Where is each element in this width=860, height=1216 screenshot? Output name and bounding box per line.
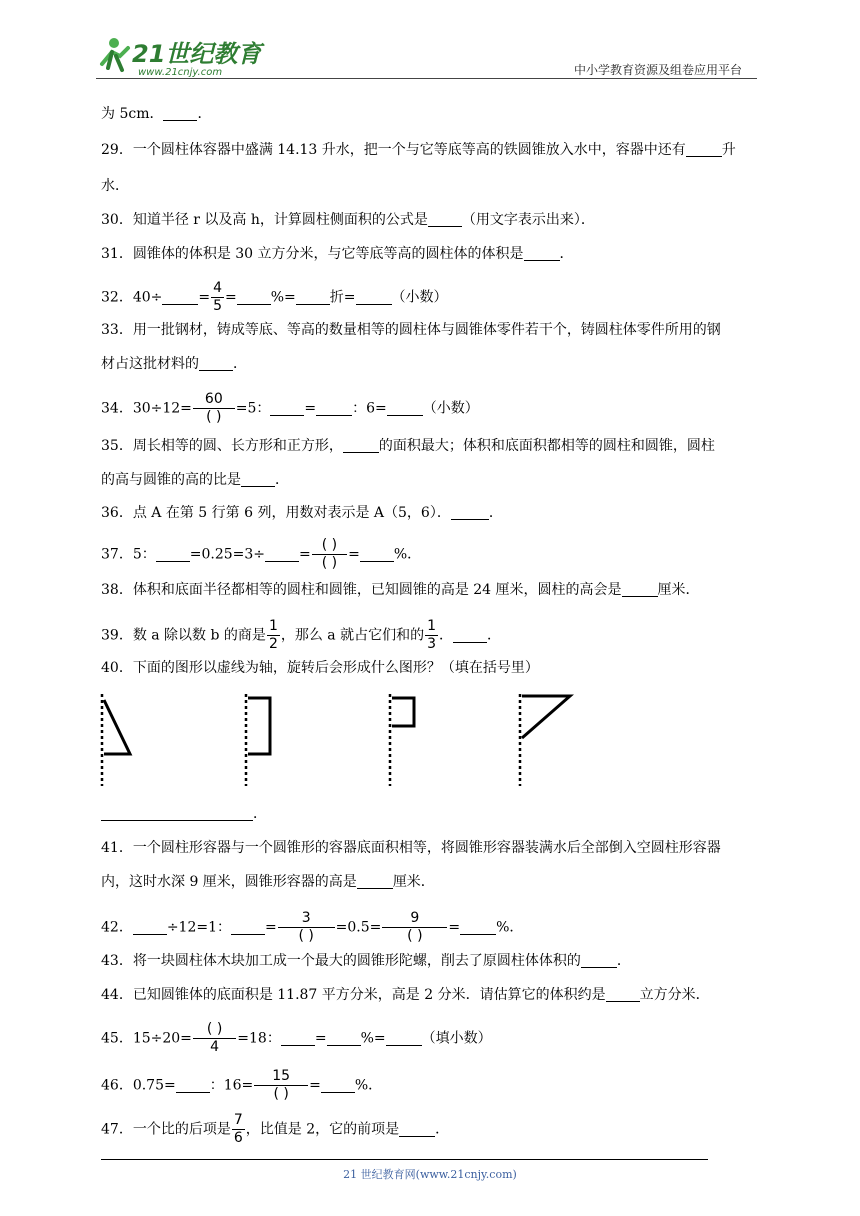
answer-blank bbox=[343, 438, 379, 453]
answer-blank bbox=[237, 290, 271, 305]
answer-blank bbox=[453, 628, 487, 643]
answer-blank bbox=[241, 472, 275, 487]
svg-text:www.21cnjy.com: www.21cnjy.com bbox=[138, 67, 223, 78]
answer-blank bbox=[428, 212, 462, 227]
fraction: $\frac{1}{2}$ bbox=[268, 618, 278, 652]
figure-tall-rectangle bbox=[238, 690, 278, 790]
fraction: $\frac{( )}{4}$ bbox=[193, 1021, 236, 1056]
fraction: $\frac{9}{( )}$ bbox=[382, 910, 447, 945]
answer-blank bbox=[399, 1122, 435, 1137]
figure-square bbox=[382, 690, 422, 790]
answer-blank bbox=[451, 505, 489, 520]
question-34: 34．30÷12= $\frac{60}{( )}$ =5： = ：6= （小数） bbox=[101, 391, 479, 425]
figure-right-triangle bbox=[512, 690, 576, 790]
answer-blank bbox=[270, 401, 304, 416]
runner-icon bbox=[102, 38, 128, 70]
answer-blank bbox=[176, 1078, 210, 1093]
answer-blank bbox=[356, 290, 392, 305]
question-40: 40．下面的图形以虚线为轴，旋转后会形成什么图形？（填在括号里） bbox=[101, 660, 539, 676]
answer-blank bbox=[281, 1031, 315, 1046]
answer-blank bbox=[265, 547, 299, 562]
question-33-cont: 材占这批材料的 ． bbox=[101, 356, 247, 372]
answer-blank bbox=[386, 1031, 422, 1046]
answer-blank bbox=[163, 106, 197, 121]
question-29: 29．一个圆柱体容器中盛满 14.13 升水，把一个与它等底等高的铁圆锥放入水中，容器中还有 升 bbox=[101, 142, 736, 158]
fraction: $\frac{( )}{( )}$ bbox=[312, 537, 347, 572]
figure-triangle bbox=[96, 690, 136, 790]
question-42: 42． ÷12=1： = $\frac{3}{( )}$ =0.5= $\frac{9}{( )}$ = %． bbox=[101, 910, 524, 944]
header-divider bbox=[96, 78, 757, 79]
answer-blank bbox=[199, 356, 233, 371]
answer-blank bbox=[360, 547, 394, 562]
fraction: $\frac{3}{( )}$ bbox=[278, 910, 335, 945]
answer-blank bbox=[133, 920, 167, 935]
question-43: 43．将一块圆柱体木块加工成一个最大的圆锥形陀螺，削去了原圆柱体体积的 ． bbox=[101, 953, 631, 969]
answer-blank bbox=[606, 987, 640, 1002]
question-46: 46．0.75= ：16= $\frac{15}{( )}$ = %． bbox=[101, 1068, 383, 1102]
question-38: 38．体积和底面半径都相等的圆柱和圆锥，已知圆锥的高是 24 厘米，圆柱的高会是 厘米． bbox=[101, 582, 700, 598]
question-30: 30．知道半径 r 以及高 h，计算圆柱侧面积的公式是 （用文字表示出来）． bbox=[101, 212, 595, 228]
platform-name: 中小学教育资源及组卷应用平台 bbox=[574, 63, 743, 77]
answer-blank bbox=[460, 920, 496, 935]
fraction: $\frac{4}{5}$ bbox=[213, 280, 223, 314]
question-32: 32．40÷ = $\frac{4}{5}$ = %= 折= （小数） bbox=[101, 280, 448, 314]
answer-blank bbox=[686, 142, 722, 157]
footer-text: 21 世纪教育网(www.21cnjy.com) bbox=[343, 1168, 517, 1181]
answer-blank bbox=[581, 953, 617, 968]
answer-blank bbox=[156, 547, 190, 562]
answer-blank bbox=[101, 806, 253, 821]
answer-blank bbox=[316, 401, 352, 416]
question-33: 33．用一批钢材，铸成等底、等高的数量相等的圆柱体与圆锥体零件若干个，铸圆柱体零件所用的钢 bbox=[101, 322, 721, 338]
answer-blank bbox=[524, 246, 560, 261]
question-35: 35．周长相等的圆、长方形和正方形， 的面积最大；体积和底面积都相等的圆柱和圆锥，圆柱 bbox=[101, 438, 715, 454]
footer-divider bbox=[101, 1159, 708, 1160]
answer-blank bbox=[296, 290, 330, 305]
question-47: 47．一个比的后项是 $\frac{7}{6}$ ，比值是 2，它的前项是 ． bbox=[101, 1112, 450, 1146]
fraction: $\frac{15}{( )}$ bbox=[254, 1068, 308, 1103]
answer-blank bbox=[387, 401, 423, 416]
question-36: 36．点 A 在第 5 行第 6 列，用数对表示是 A（5，6）． ． bbox=[101, 505, 503, 521]
question-37: 37．5： =0.25=3÷ = $\frac{( )}{( )}$ = %． bbox=[101, 537, 422, 571]
question-45: 45．15÷20= $\frac{( )}{4}$ =18： = %= （填小数） bbox=[101, 1021, 492, 1055]
answer-blank bbox=[327, 1031, 361, 1046]
fraction: $\frac{60}{( )}$ bbox=[193, 391, 235, 426]
answer-blank bbox=[622, 582, 658, 597]
question-31: 31．圆锥体的体积是 30 立方分米，与它等底等高的圆柱体的体积是 ． bbox=[101, 246, 574, 262]
question-44: 44．已知圆锥体的底面积是 11.87 平方分米，高是 2 分米．请估算它的体积约是 立方分米． bbox=[101, 987, 710, 1003]
fraction: $\frac{7}{6}$ bbox=[233, 1112, 243, 1146]
fraction: $\frac{1}{3}$ bbox=[427, 618, 437, 652]
answer-blank bbox=[162, 290, 198, 305]
question-40-answer: ． bbox=[101, 804, 267, 824]
svg-text:21世纪教育: 21世纪教育 bbox=[132, 40, 262, 68]
question-39: 39．数 a 除以数 b 的商是 $\frac{1}{2}$ ，那么 a 就占它们和的 $\frac{1}{3}$ ． ． bbox=[101, 618, 502, 652]
site-logo bbox=[96, 34, 266, 80]
question-41: 41．一个圆柱形容器与一个圆锥形的容器底面积相等，将圆锥形容器装满水后全部倒入空圆柱形容器 bbox=[101, 840, 721, 856]
answer-blank bbox=[321, 1078, 355, 1093]
answer-blank bbox=[357, 874, 393, 889]
answer-blank bbox=[231, 920, 265, 935]
question-29-cont: 水． bbox=[101, 178, 129, 194]
question-28-tail: 为 5cm． ． bbox=[101, 106, 212, 122]
question-41-cont: 内，这时水深 9 厘米，圆锥形容器的高是 厘米． bbox=[101, 874, 435, 890]
question-35-cont: 的高与圆锥的高的比是 ． bbox=[101, 472, 289, 488]
